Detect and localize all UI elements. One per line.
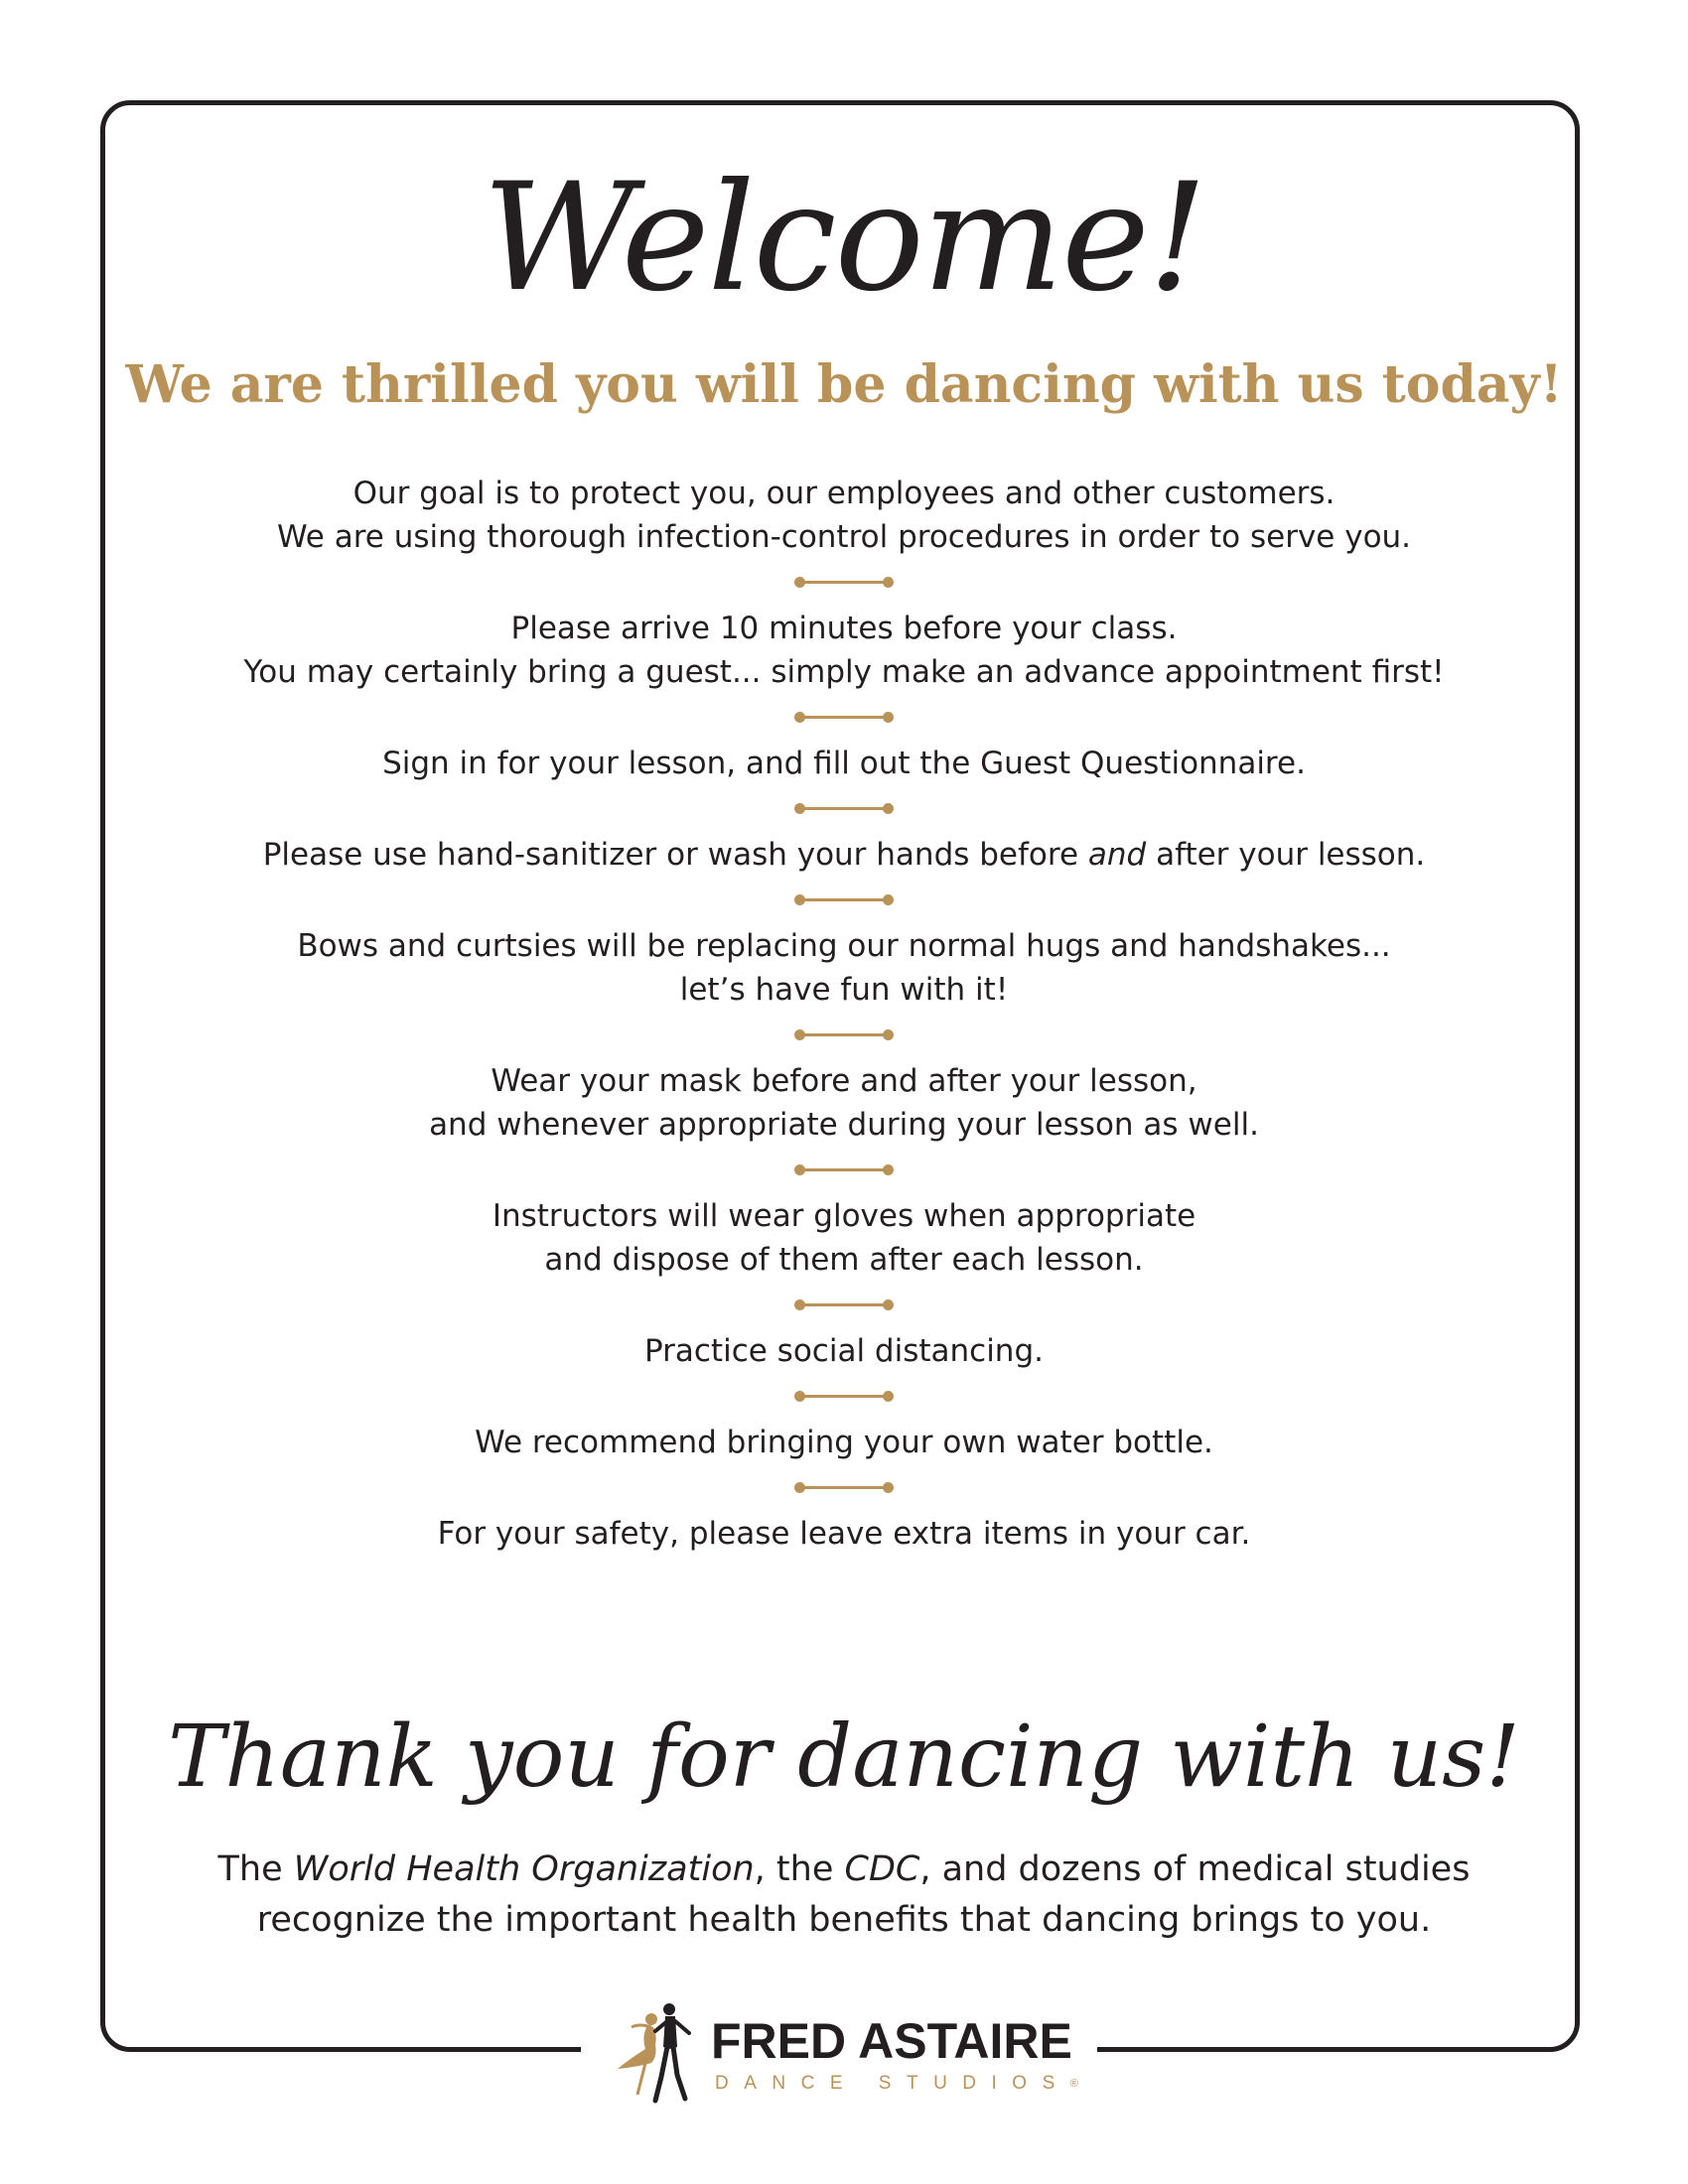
list-item [0,1329,1688,1373]
list-item [0,1059,1688,1147]
list-item [0,924,1688,1012]
gold-divider [0,1282,1688,1329]
list-item-line: Sign in for your lesson, and fill out the Guest Questionnaire. [382,746,1306,781]
fred-astaire-logo [612,1997,1078,2107]
gold-divider [0,785,1688,833]
list-item-line: For your safety, please leave extra items in your car. [437,1516,1251,1552]
list-item [0,472,1688,559]
thank-you-heading: Thank you for dancing with us! [168,1707,1520,1807]
logo-subtitle: DANCE STUDIOS® [715,2073,1078,2094]
gold-divider [0,1012,1688,1059]
gold-divider [0,1373,1688,1421]
list-item-line: Please arrive 10 minutes before your class. [510,611,1178,646]
list-item [0,1194,1688,1282]
guidelines-list [0,472,1688,1556]
gold-divider [0,1147,1688,1194]
list-item-line: and dispose of them after each lesson. [544,1242,1144,1278]
list-item [0,607,1688,694]
list-item-line: let’s have fun with it! [679,972,1009,1008]
list-item-line: Practice social distancing. [644,1333,1044,1369]
gold-divider [0,877,1688,924]
footer-line-1: The World Health Organization, the CDC, and dozens of medical studies [217,1849,1471,1889]
subheading: We are thrilled you will be dancing with us today! [125,354,1563,415]
gold-divider [0,559,1688,607]
list-item-line: Please use hand-sanitizer or wash your hands before and after your lesson. [262,837,1426,873]
gold-divider [0,694,1688,742]
list-item-line: We are using thorough infection-control procedures in order to serve you. [276,519,1412,555]
list-item [0,742,1688,785]
list-item [0,833,1688,877]
list-item-line: Instructors will wear gloves when appropriate [492,1198,1196,1234]
footer-text [0,1844,1688,1946]
list-item-line: Bows and curtsies will be replacing our normal hugs and handshakes... [297,928,1391,964]
list-item [0,1421,1688,1464]
list-item-line: Our goal is to protect you, our employees and other customers. [352,476,1336,511]
list-item-line: Wear your mask before and after your lesson, [491,1063,1197,1099]
list-item-line: We recommend bringing your own water bottle. [475,1425,1213,1460]
footer-line-2: recognize the important health benefits that dancing brings to you. [256,1900,1432,1940]
logo-name: FRED ASTAIRE [711,2013,1072,2069]
list-item [0,1512,1688,1556]
list-item-line: You may certainly bring a guest... simply make an advance appointment first! [243,654,1445,690]
list-item-line: and whenever appropriate during your lesson as well. [429,1107,1259,1143]
welcome-heading: Welcome! [482,152,1206,325]
dancers-logo-icon [612,1997,706,2107]
gold-divider [0,1464,1688,1512]
